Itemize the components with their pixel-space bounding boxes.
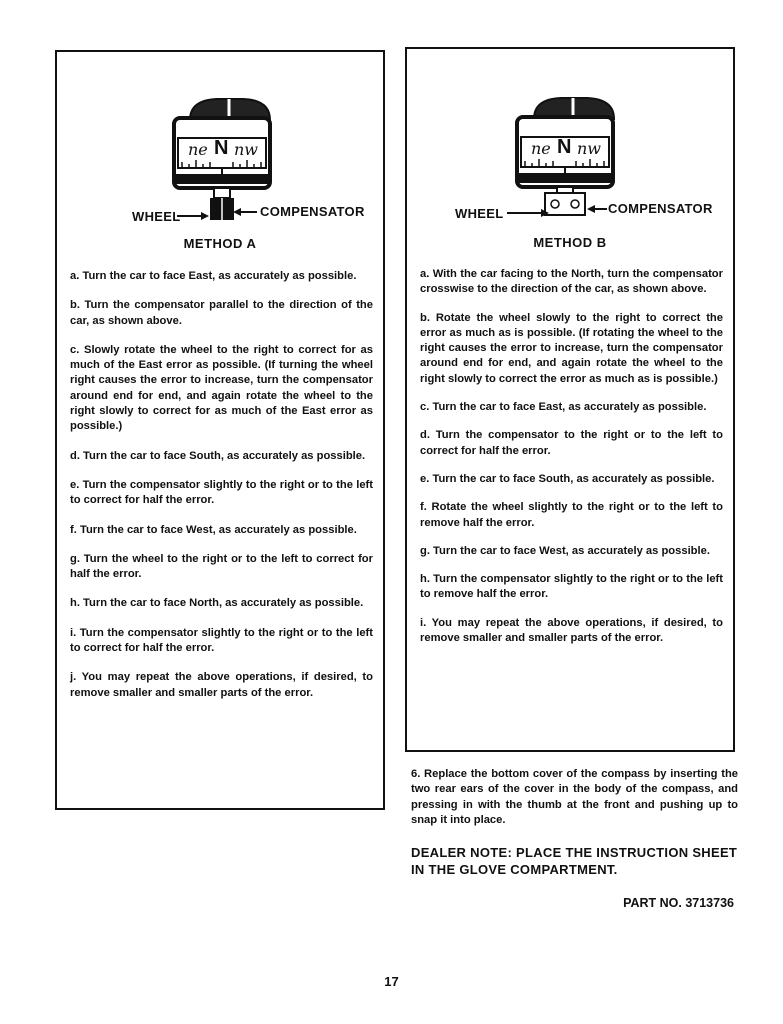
step-item: b. Turn the compensator parallel to the direction of the car, as shown above. (70, 299, 373, 327)
step-item: b. Rotate the wheel slowly to the right to correct the error as much as is possible. (If rotating the wheel to the right causes the error to increase, turn the compensator around end for end, and again rotate the wheel to the right slowly to correct the error as much as is possible.) (420, 311, 723, 385)
dial-center-label: N (557, 136, 572, 158)
step-item: j. You may repeat the above operations, if desired, to remove smaller and smaller parts of the error. (70, 671, 373, 699)
step-item: g. Turn the wheel to the right or to the left to correct for half the error. (70, 552, 373, 581)
dial-right-label: nw (234, 140, 258, 159)
compass-figure-a (57, 52, 383, 252)
method-a-steps (70, 269, 373, 715)
step-item: a. With the car facing to the North, turn the compensator crosswise to the direction of the car, as shown above. (420, 268, 723, 296)
compass-figure-b (407, 49, 733, 249)
step-item: e. Turn the compensator slightly to the right or to the left to correct for half the error. (70, 478, 373, 507)
method-a-panel (55, 50, 385, 810)
step-item: h. Turn the car to face North, as accurately as possible. (70, 597, 364, 610)
step-item: i. You may repeat the above operations, if desired, to remove smaller and smaller parts of the error. (420, 616, 723, 645)
method-b-panel (405, 47, 735, 752)
dial-left-label: ne (188, 140, 208, 159)
step-6-instruction: 6. Replace the bottom cover of the compass by inserting the two rear ears of the cover in the body of the compass, and pressing in with the thumb at the front and pushing up to snap it into place. (411, 768, 738, 826)
method-b-steps (420, 267, 723, 659)
method-b-title: METHOD B (533, 235, 607, 250)
part-number: PART NO. 3713736 (623, 896, 734, 910)
step-item: f. Turn the car to face West, as accurately as possible. (70, 523, 357, 536)
step-item: a. Turn the car to face East, as accurately as possible. (70, 270, 357, 282)
dealer-note: DEALER NOTE: PLACE THE INSTRUCTION SHEET IN THE GLOVE COMPARTMENT. (411, 845, 738, 877)
step-item: g. Turn the car to face West, as accurately as possible. (420, 544, 710, 557)
step-item: e. Turn the car to face South, as accurately as possible. (420, 472, 715, 485)
compensator-label: COMPENSATOR (260, 204, 365, 219)
step-item: d. Turn the car to face South, as accurately as possible. (70, 449, 366, 462)
step-item: h. Turn the compensator slightly to the right or to the left to remove half the error. (420, 573, 723, 601)
dial-center-label: N (214, 137, 229, 159)
page-number: 17 (384, 974, 399, 989)
compensator-label: COMPENSATOR (608, 201, 713, 216)
wheel-label: WHEEL (455, 206, 504, 221)
step-item: c. Turn the car to face East, as accurately as possible. (420, 401, 707, 414)
dial-right-label: nw (577, 139, 601, 158)
step-item: c. Slowly rotate the wheel to the right to correct for as much of the East error as possible. (If turning the wheel right causes the error to increase, turn the compensator around end for end, and again rotate the wheel to the right slowly to correct for as much of the East error as possible.) (70, 343, 373, 433)
wheel-label: WHEEL (132, 209, 181, 224)
method-a-title: METHOD A (183, 236, 257, 251)
step-item: d. Turn the compensator to the right or to the left to correct for half the error. (420, 429, 723, 457)
step-item: i. Turn the compensator slightly to the right or to the left to correct for half the error. (70, 626, 373, 655)
step-item: f. Rotate the wheel slightly to the right or to the left to remove half the error. (420, 501, 723, 529)
dial-left-label: ne (531, 139, 551, 158)
